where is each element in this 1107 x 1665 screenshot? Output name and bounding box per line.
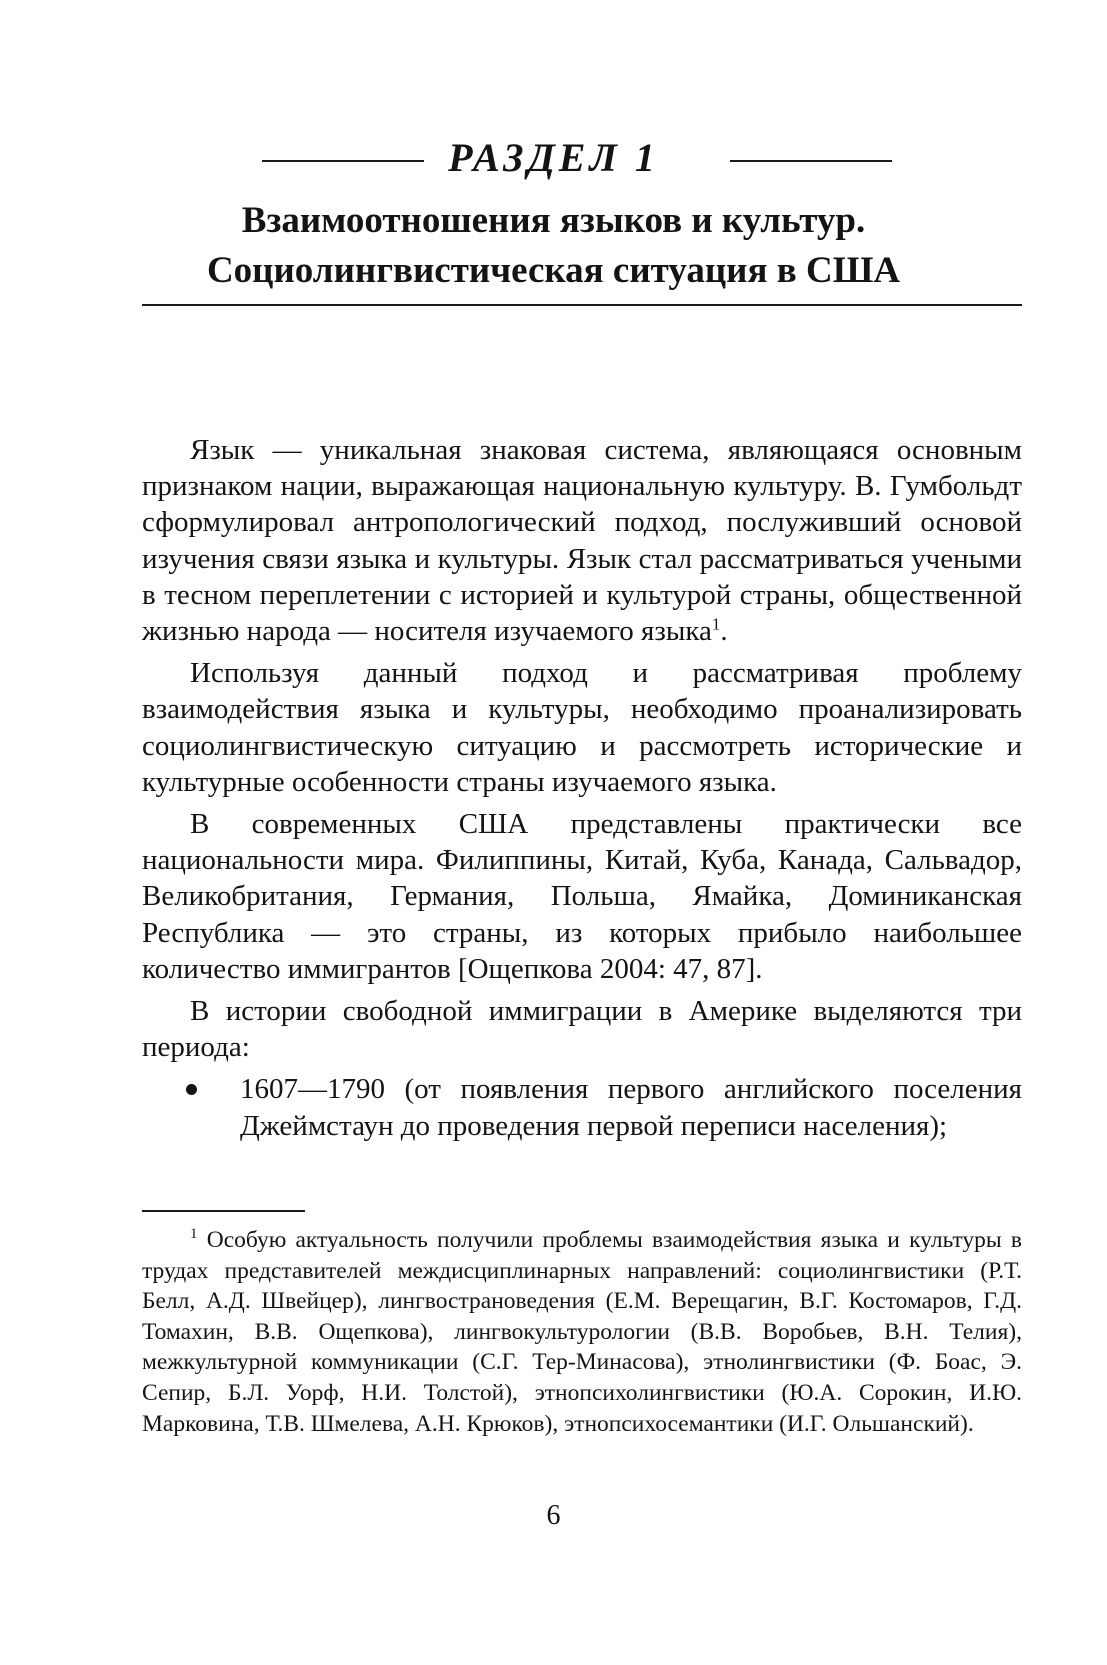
section-header <box>0 128 1107 188</box>
section-title <box>0 196 1107 296</box>
section-rule-right <box>730 160 892 162</box>
bullet-icon <box>186 1084 197 1095</box>
footnote-reference[interactable]: 1 <box>711 614 721 634</box>
list-item-text: 1607—1790 (от появления первого английского поселения Джеймстаун до проведения первой переписи населения); <box>240 1073 1022 1142</box>
paragraph-1-end: . <box>720 615 728 648</box>
paragraph-4: В истории свободной иммиграции в Америке выделяются три периода: <box>142 995 1022 1064</box>
paragraph-1 <box>142 432 1022 649</box>
page-number: 6 <box>546 1500 561 1531</box>
footnote-text: Особую актуальность получили проблемы взаимодействия языка и культуры в трудах представителей междисциплинарных направлений: социолингвистики (Р.Т. Белл, А.Д. Швейцер), лингвострановедения (Е.М. Верещагин, В.Г. Костомаров, Г.Д. Томахин, В.В. Ощепкова), лингвокультурологии (В.В. Воробьев, В.Н. Телия), межкультурной коммуникации (С.Г. Тер-Минасова), этнолингвистики (Ф. Боас, Э. Сепир, Б.Л. Уорф, Н.И. Толстой), этнопсихолингвистики (Ю.А. Сорокин, И.Ю. Марковина, Т.В. Шмелева, А.Н. Крюков), этнопсихосемантики (И.Г. Ольшанский). <box>142 1227 1022 1437</box>
paragraph-1-text: Язык — уникальная знаковая система, являющаяся основным признаком нации, выражающая национальную культуру. В. Гумбольдт сформулировал антропологический подход, послуживший основой изучения связи языка и культуры. Язык стал рассматриваться учеными в тесном переплетении с историей и культурой страны, общественной жизнью народа — носителя изучаемого языка <box>142 434 1022 648</box>
paragraph-2: Используя данный подход и рассматривая проблему взаимодействия языка и культуры, необходимо проанализировать социолингвистическую ситуацию и рассмотреть исторические и культурные особенности страны изучаемого языка. <box>142 657 1022 798</box>
footnote-divider <box>142 1210 305 1212</box>
footnote <box>142 1225 1022 1439</box>
section-title-line-1: Взаимоотношения языков и культур. <box>241 200 866 241</box>
list-item <box>142 1071 1022 1143</box>
body-text <box>142 432 1022 1144</box>
section-label: РАЗДЕЛ 1 <box>448 135 659 180</box>
paragraph-3: В современных США представлены практически все национальности мира. Филиппины, Китай, Куба, Канада, Сальвадор, Великобритания, Германия, Польша, Ямайка, Доминиканская Республика — это страны, из которых прибыло наибольшее количество иммигрантов [Ощепкова 2004: 47, 87]. <box>142 808 1022 985</box>
footnote-marker: 1 <box>190 1226 198 1243</box>
title-divider <box>142 304 1022 306</box>
section-title-line-2: Социолингвистическая ситуация в США <box>206 250 901 291</box>
